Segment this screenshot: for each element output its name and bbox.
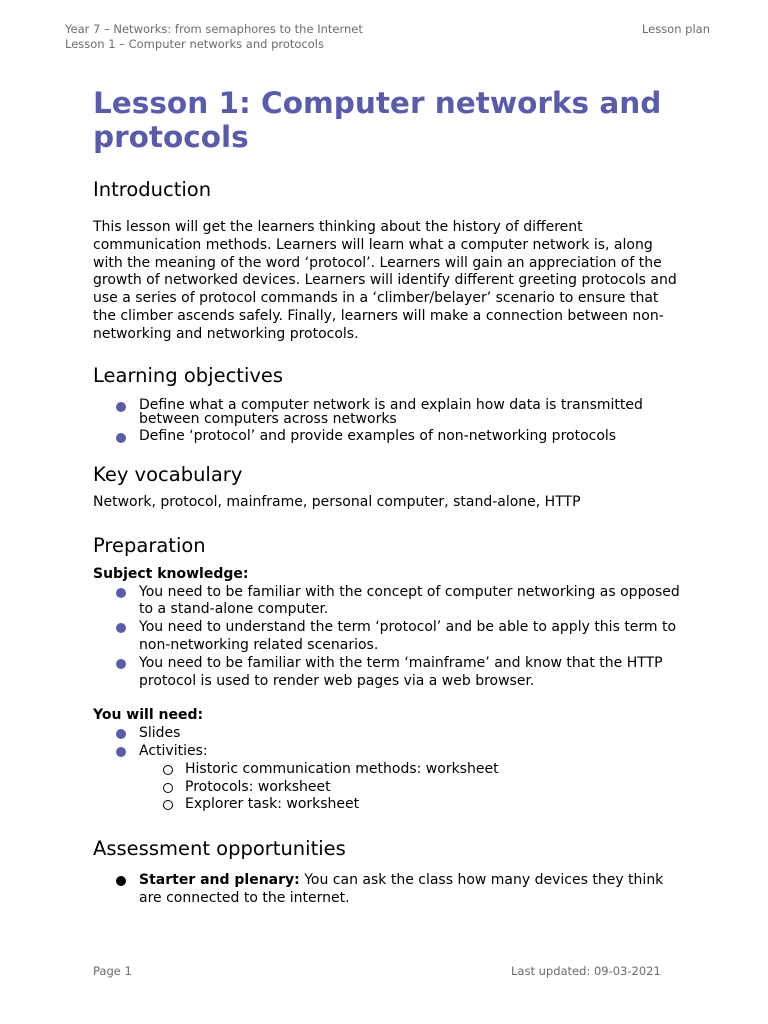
list-item: Historic communication methods: worksheet: [93, 761, 683, 779]
list-item: Define what a computer network is and explain how data is transmitted between computers across networks: [93, 398, 683, 427]
list-item: Activities:: [93, 743, 683, 761]
list-item: Explorer task: worksheet: [93, 796, 683, 814]
page-title: Lesson 1: Computer networks and protocols: [93, 86, 662, 154]
bullet-icon: [116, 623, 126, 633]
lesson-subtitle: Lesson 1 – Computer networks and protocols: [65, 37, 324, 51]
main-content: [93, 86, 683, 908]
page-header: [65, 22, 363, 52]
assessment-item-label: Starter and plenary:: [139, 872, 300, 889]
bullet-icon: [116, 588, 126, 598]
preparation-heading: Preparation: [93, 533, 206, 557]
course-title: Year 7 – Networks: from semaphores to the Internet: [65, 22, 363, 36]
key-vocabulary-text: Network, protocol, mainframe, personal computer, stand-alone, HTTP: [93, 494, 581, 511]
learning-objectives-heading: Learning objectives: [93, 363, 284, 387]
document-type: Lesson plan: [641, 22, 710, 36]
you-will-need-label: You will need:: [93, 707, 204, 724]
hollow-bullet-icon: [163, 765, 173, 775]
bullet-icon: [116, 876, 126, 886]
page-number: Page 1: [93, 964, 132, 978]
you-will-need-list: [93, 725, 683, 761]
hollow-bullet-icon: [163, 800, 173, 810]
bullet-icon: [116, 729, 126, 739]
introduction-text: This lesson will get the learners thinking about the history of different communication methods. Learners will learn what a computer network is, along with the meaning of the word ‘protocol’. Learners will gain an appreciation of the growth of networked devices. Learners will identify different greeting protocols and use a series of protocol commands in a ‘climber/belayer’ scenario to ensure that the climber ascends safely. Finally, learners will make a connection between non-networking and networking protocols.: [93, 219, 677, 342]
list-item: Define ‘protocol’ and provide examples of non-networking protocols: [93, 429, 683, 444]
list-item: Protocols: worksheet: [93, 779, 683, 797]
list-item: You need to be familiar with the term ‘mainframe’ and know that the HTTP protocol is used to render web pages via a web browser.: [93, 655, 683, 691]
assessment-item-text: You can ask the class how many devices they think are connected to the internet.: [139, 872, 664, 907]
bullet-icon: [116, 659, 126, 669]
bullet-icon: [116, 747, 126, 757]
list-item: You need to understand the term ‘protocol’ and be able to apply this term to non-networking related scenarios.: [93, 619, 683, 655]
hollow-bullet-icon: [163, 783, 173, 793]
list-item: You need to be familiar with the concept of computer networking as opposed to a stand-alone computer.: [93, 584, 683, 620]
introduction-heading: Introduction: [93, 178, 212, 201]
assessment-list: [93, 872, 683, 908]
learning-objectives-list: [93, 398, 683, 444]
assessment-heading: Assessment opportunities: [93, 837, 346, 861]
subject-knowledge-list: [93, 584, 683, 691]
activities-list: [93, 761, 683, 814]
last-updated: Last updated: 09-03-2021: [511, 964, 661, 978]
subject-knowledge-label: Subject knowledge:: [93, 565, 249, 582]
list-item: Slides: [93, 725, 683, 743]
bullet-icon: [116, 433, 126, 443]
list-item: [93, 872, 683, 908]
key-vocabulary-heading: Key vocabulary: [93, 463, 243, 487]
bullet-icon: [116, 402, 126, 412]
